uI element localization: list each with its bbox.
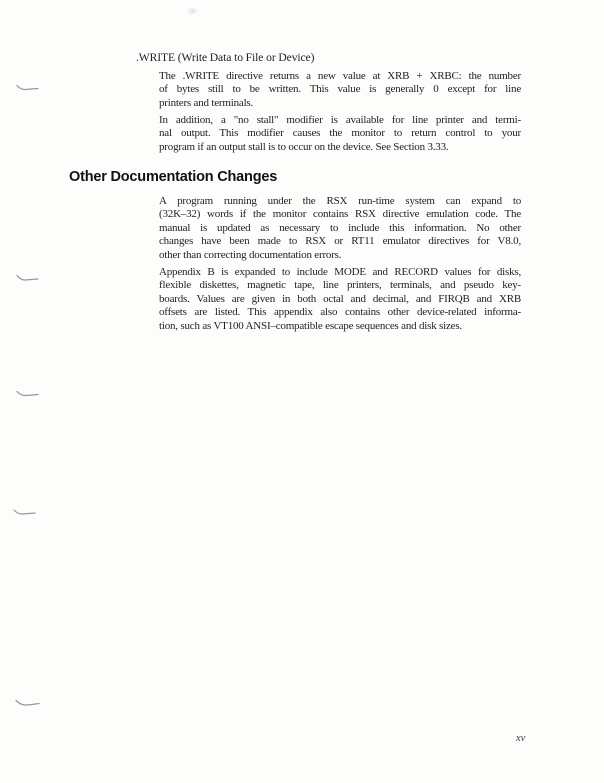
margin-scan-mark-icon bbox=[15, 699, 41, 708]
doc-changes-paragraph-1 bbox=[159, 195, 521, 262]
text-line: A program running under the RSX run-time system can expand to bbox=[159, 195, 521, 207]
scan-smudge-icon bbox=[187, 7, 198, 15]
margin-scan-mark-icon bbox=[16, 84, 40, 93]
write-paragraph-2 bbox=[159, 114, 521, 154]
text-line: boards. Values are given in both octal and decimal, and FIRQB and XRB bbox=[159, 292, 521, 305]
margin-scan-mark-icon bbox=[16, 274, 40, 283]
margin-scan-mark-icon bbox=[13, 508, 37, 517]
text-line: tion, such as VT100 ANSI–compatible escape sequences and disk sizes. bbox=[159, 319, 462, 332]
margin-scan-mark-icon bbox=[16, 390, 40, 399]
text-line: In addition, a "no stall" modifier is available for line printer and termi- bbox=[159, 114, 521, 126]
text-line: program if an output stall is to occur on the device. See Section 3.33. bbox=[159, 140, 449, 153]
other-documentation-changes-heading: Other Documentation Changes bbox=[69, 169, 278, 185]
text-line: of bytes still to be written. This value is generally 0 except for line bbox=[159, 83, 521, 96]
page-number: xv bbox=[516, 733, 526, 744]
text-line: nal output. This modifier causes the monitor to return control to your bbox=[159, 127, 521, 140]
doc-changes-paragraph-2 bbox=[159, 266, 521, 333]
write-paragraph-1 bbox=[159, 70, 521, 110]
text-line: (32K–32) words if the monitor contains RSX directive emulation code. The bbox=[159, 208, 521, 221]
text-line: The .WRITE directive returns a new value at XRB + XRBC: the number bbox=[159, 70, 521, 82]
write-directive-heading: .WRITE (Write Data to File or Device) bbox=[136, 51, 315, 64]
text-line: changes have been made to RSX or RT11 emulator directives for V8.0, bbox=[159, 235, 521, 248]
text-line: Appendix B is expanded to include MODE and RECORD values for disks, bbox=[159, 266, 521, 278]
text-line: other than correcting documentation errors. bbox=[159, 248, 342, 261]
text-line: flexible diskettes, magnetic tape, line printers, terminals, and pseudo key- bbox=[159, 279, 521, 292]
text-line: printers and terminals. bbox=[159, 96, 254, 109]
text-line: manual is updated as necessary to include this information. No other bbox=[159, 221, 521, 234]
text-line: offsets are listed. This appendix also contains other device-related informa- bbox=[159, 306, 521, 319]
